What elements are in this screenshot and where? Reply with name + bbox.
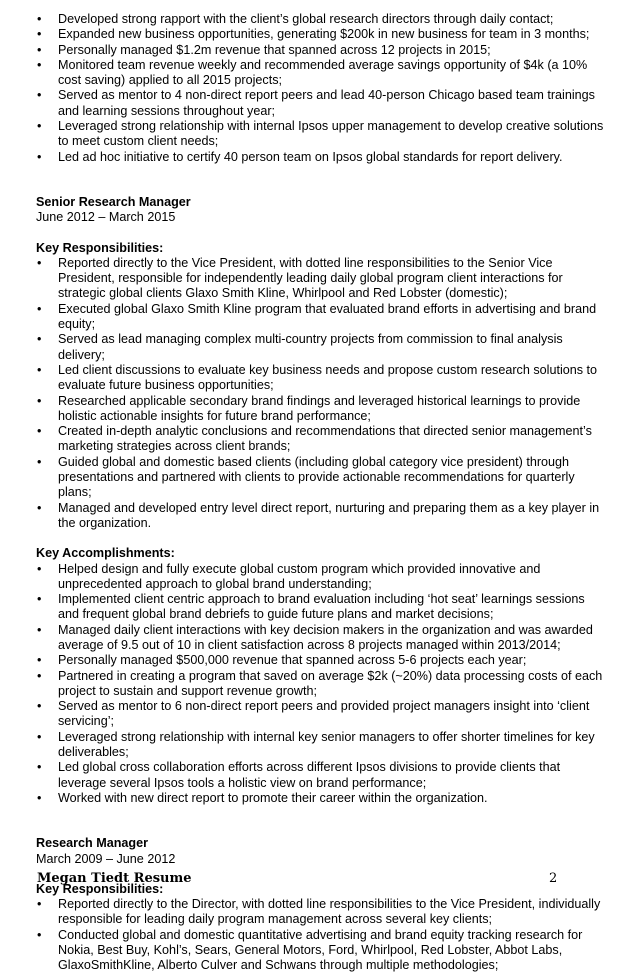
list-item: • Personally managed $1.2m revenue that spanned across 12 projects in 2015; <box>36 43 604 58</box>
footer-title: Megan Tiedt Resume <box>37 871 192 886</box>
research-responsibilities-list <box>36 897 604 973</box>
list-item: • Led global cross collaboration efforts across different Ipsos divisions to provide clients that leverage several Ipsos tools a holistic view on brand performance; <box>36 760 604 791</box>
list-item: • Helped design and fully execute global custom program which provided innovative and unprecedented approach to global brand understanding; <box>36 562 604 593</box>
list-item: • Created in-depth analytic conclusions and recommendations that directed senior management’s marketing strategies across client brands; <box>36 424 604 455</box>
page-number: 2 <box>549 871 558 886</box>
list-item: • Monitored team revenue weekly and recommended average savings opportunity of $4k (a 10% cost saving) applied to all 2015 projects; <box>36 58 604 89</box>
job-dates-research: March 2009 – June 2012 <box>36 851 176 866</box>
list-item: • Reported directly to the Director, with dotted line responsibilities to the Vice President, individually responsible for leading daily program management across several key clients; <box>36 897 604 928</box>
senior-responsibilities-heading: Key Responsibilities: <box>36 240 164 255</box>
list-item: • Managed and developed entry level direct report, nurturing and preparing them as a key player in the organization. <box>36 501 604 532</box>
list-item: • Led client discussions to evaluate key business needs and propose custom research solutions to evaluate future business opportunities; <box>36 363 604 394</box>
list-item: • Conducted global and domestic quantitative advertising and brand equity tracking research for Nokia, Best Buy, Kohl’s, Sears, General Motors, Ford, Whirlpool, Red Lobster, Abbot Labs, GlaxoSmithKline, Alberto Culver and Schwans through multiple methodologies; <box>36 928 604 974</box>
research-responsibilities-heading: Key Responsibilities: <box>36 881 164 896</box>
list-item: • Developed strong rapport with the client’s global research directors through daily contact; <box>36 12 604 27</box>
resume-content <box>36 12 604 974</box>
list-item: • Executed global Glaxo Smith Kline program that evaluated brand efforts in advertising and brand equity; <box>36 302 604 333</box>
list-item: • Served as mentor to 4 non-direct report peers and lead 40-person Chicago based team trainings and learning sessions throughout year; <box>36 88 604 119</box>
list-item: • Personally managed $500,000 revenue that spanned across 5-6 projects each year; <box>36 653 604 668</box>
senior-responsibilities-list <box>36 256 604 531</box>
list-item: • Served as mentor to 6 non-direct report peers and provided project managers insight into ‘client servicing’; <box>36 699 604 730</box>
list-item: • Implemented client centric approach to brand evaluation including ‘hot seat’ learnings sessions and frequent global brand debriefs to guide future plans and market decisions; <box>36 592 604 623</box>
list-item: • Researched applicable secondary brand findings and leveraged historical learnings to provide holistic actionable insights for future brand performance; <box>36 394 604 425</box>
list-item: • Guided global and domestic based clients (including global category vice president) through presentations and partnered with clients to provide actionable recommendations for quarterly plans; <box>36 455 604 501</box>
job-title-research: Research Manager <box>36 836 148 851</box>
list-item: • Led ad hoc initiative to certify 40 person team on Ipsos global standards for report delivery. <box>36 150 604 165</box>
list-item: • Worked with new direct report to promote their career within the organization. <box>36 791 604 806</box>
job-title-senior: Senior Research Manager <box>36 194 191 209</box>
list-item: • Leveraged strong relationship with internal key senior managers to offer shorter timelines for key deliverables; <box>36 730 604 761</box>
senior-accomplishments-list <box>36 562 604 807</box>
list-item: • Reported directly to the Vice President, with dotted line responsibilities to the Senior Vice President, responsible for independently leading daily global program client interactions for strategic global clients Glaxo Smith Kline, Whirlpool and Red Lobster (domestic); <box>36 256 604 302</box>
list-item: • Served as lead managing complex multi-country projects from commission to final analysis delivery; <box>36 332 604 363</box>
senior-accomplishments-heading: Key Accomplishments: <box>36 546 175 561</box>
job-dates-senior: June 2012 – March 2015 <box>36 210 176 225</box>
top-bullet-list <box>36 12 604 165</box>
list-item: • Expanded new business opportunities, generating $200k in new business for team in 3 months; <box>36 27 604 42</box>
list-item: • Managed daily client interactions with key decision makers in the organization and was awarded average of 9.5 out of 10 in client satisfaction across 8 projects managed within 2013/2014; <box>36 623 604 654</box>
list-item: • Partnered in creating a program that saved on average $2k (~20%) data processing costs of each project to sustain and support revenue growth; <box>36 669 604 700</box>
list-item: • Leveraged strong relationship with internal Ipsos upper management to develop creative solutions to meet custom client needs; <box>36 119 604 150</box>
